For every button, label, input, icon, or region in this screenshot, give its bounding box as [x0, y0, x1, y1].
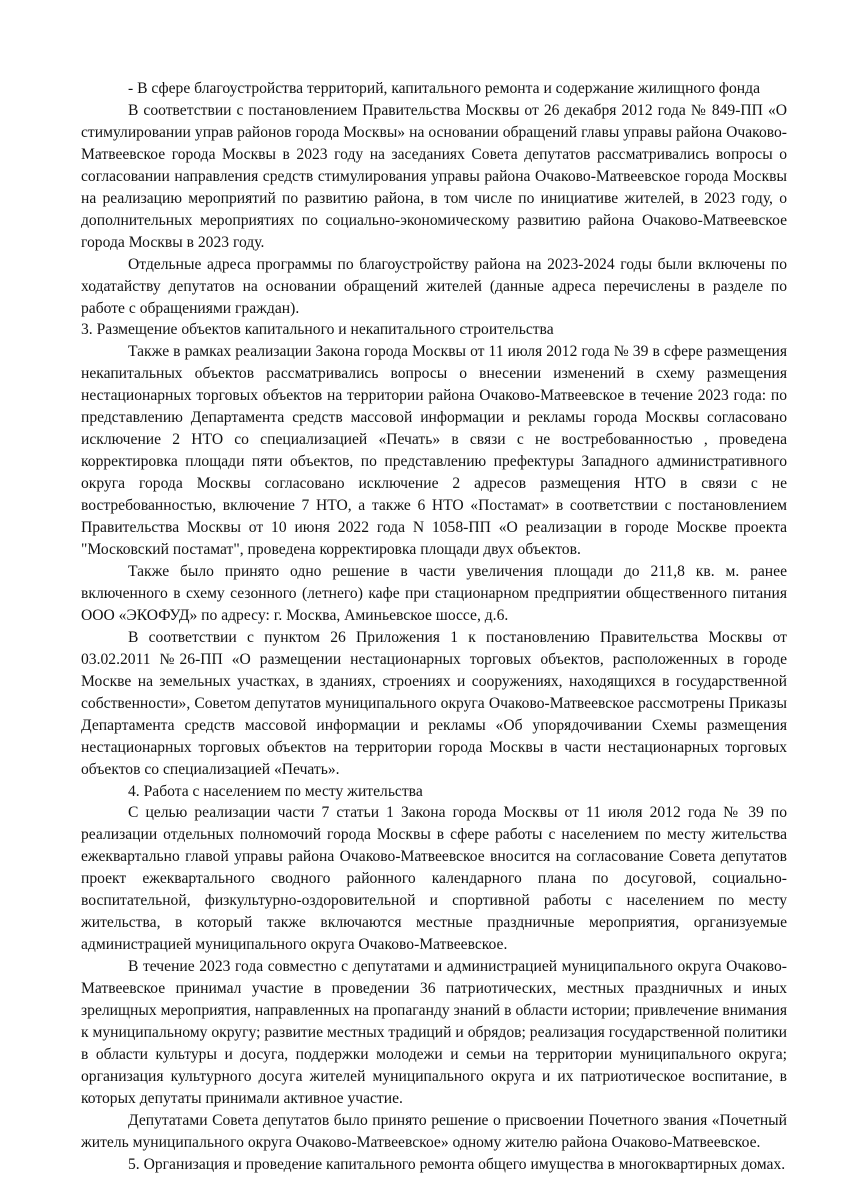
paragraph-press-orders: В соответствии с пунктом 26 Приложения 1 к постановлению Правительства Москвы от 03.02.2011 №26-ПП «О размещении нестационарных торговых объектов, расположенных в городе Москве на земельных участках, в зданиях, строениях и сооружениях, находящихся в государственной собственности», Советом депутатов муниципального округа Очаково-Матвеевское рассмотрены Приказы Департамента средств массовой информации и рекламы «Об упорядочивании Схемы размещения нестационарных торговых объектов на территории города Москвы в части нестационарных торговых объектов со специализацией «Печать». — [81, 628, 787, 778]
paragraph-honorary-resident: Депутатами Совета депутатов было принято решение о присвоении Почетного звания «Почетный житель муниципального округа Очаково-Матвеевское» одному жителю района Очаково-Матвеевское. — [81, 1111, 787, 1151]
section-heading-construction: 3. Размещение объектов капитального и некапитального строительства — [81, 321, 554, 339]
paragraph-nto-changes: Также в рамках реализации Закона города Москвы от 11 июля 2012 года № 39 в сфере размещения некапитальных объектов рассматривались вопросы о внесении изменений в схему размещения нестационарных торговых объектов на территории района Очаково-Матвеевское в течение 2023 года: по представлению Департамента средств массовой информации и рекламы города Москвы согласовано исключение 2 НТО со специализацией «Печать» в связи с не востребованностью , проведена корректировка площади пяти объектов, по представлению префектуры Западного административного округа города Москвы согласовано исключение 2 адресов размещения НТО в связи с не востребованностью, включение 7 НТО, а также 6 НТО «Постамат» в соответствии с постановлением Правительства Москвы от 10 июня 2022 года N 1058-ПП «О реализации в городе Москве проекта "Московский постамат", проведена корректировка площади двух объектов. — [81, 343, 787, 559]
paragraph-events-2023: В течение 2023 года совместно с депутатами и администрацией муниципального округа Очаково-Матвеевское принимал участие в проведении 36 патриотических, местных праздничных и иных зрелищных мероприятия, направленных на пропаганду знаний в области истории; привлечение внимания к муниципальному округу; развитие местных традиций и обрядов; реализация государственной политики в области культуры и досуга, поддержки молодежи и семьи на территории муниципального округа; организация культурного досуга жителей муниципального округа и их патриотическое воспитание, в которых депутаты принимали активное участие. — [81, 958, 787, 1107]
section-heading-residents-work: 4. Работа с населением по месту жительства — [128, 782, 423, 800]
document-page — [81, 78, 787, 1176]
paragraph-quarterly-plan: С целью реализации части 7 статьи 1 Закона города Москвы от 11 июля 2012 года № 39 по реализации отдельных полномочий города Москвы в сфере работы с населением по месту жительства ежеквартально главой управы района Очаково-Матвеевское вносится на согласование Совета депутатов проект ежеквартального сводного районного календарного плана по досуговой, социально-воспитательной, физкультурно-оздоровительной и спортивной работы с населением по месту жительства, в который также включаются местные праздничные мероприятия, организуемые администрацией муниципального округа Очаково-Матвеевское. — [81, 804, 787, 954]
paragraph-landscaping-heading: - В сфере благоустройства территорий, капитального ремонта и содержание жилищного фонда — [128, 80, 761, 97]
section-heading-capital-repair: 5. Организация и проведение капитального ремонта общего имущества в многоквартирных домах. — [128, 1155, 786, 1173]
paragraph-stimulation-funds: В соответствии с постановлением Правительства Москвы от 26 декабря 2012 года № 849-ПП «О стимулировании управ районов города Москвы» на основании обращений главы управы района Очаково-Матвеевское города Москвы в 2023 году на заседаниях Совета депутатов рассматривались вопросы о согласовании направления средств стимулирования управы района Очаково-Матвеевское города Москвы на реализацию мероприятий по развитию района, в том числе по инициативе жителей, в 2023 году, о дополнительных мероприятиях по социально-экономическому развитию района Очаково-Матвеевское города Москвы в 2023 году. — [81, 101, 787, 251]
paragraph-landscaping-addresses: Отдельные адреса программы по благоустройству района на 2023-2024 годы были включены по ходатайству депутатов на основании обращений жителей (данные адреса перечислены в разделе по работе с обращениями граждан). — [81, 255, 787, 317]
paragraph-cafe-area: Также было принято одно решение в части увеличения площади до 211,8 кв. м. ранее включенного в схему сезонного (летнего) кафе при стационарном предприятии общественного питания ООО «ЭКОФУД» по адресу: г. Москва, Аминьевское шоссе, д.6. — [81, 562, 787, 624]
